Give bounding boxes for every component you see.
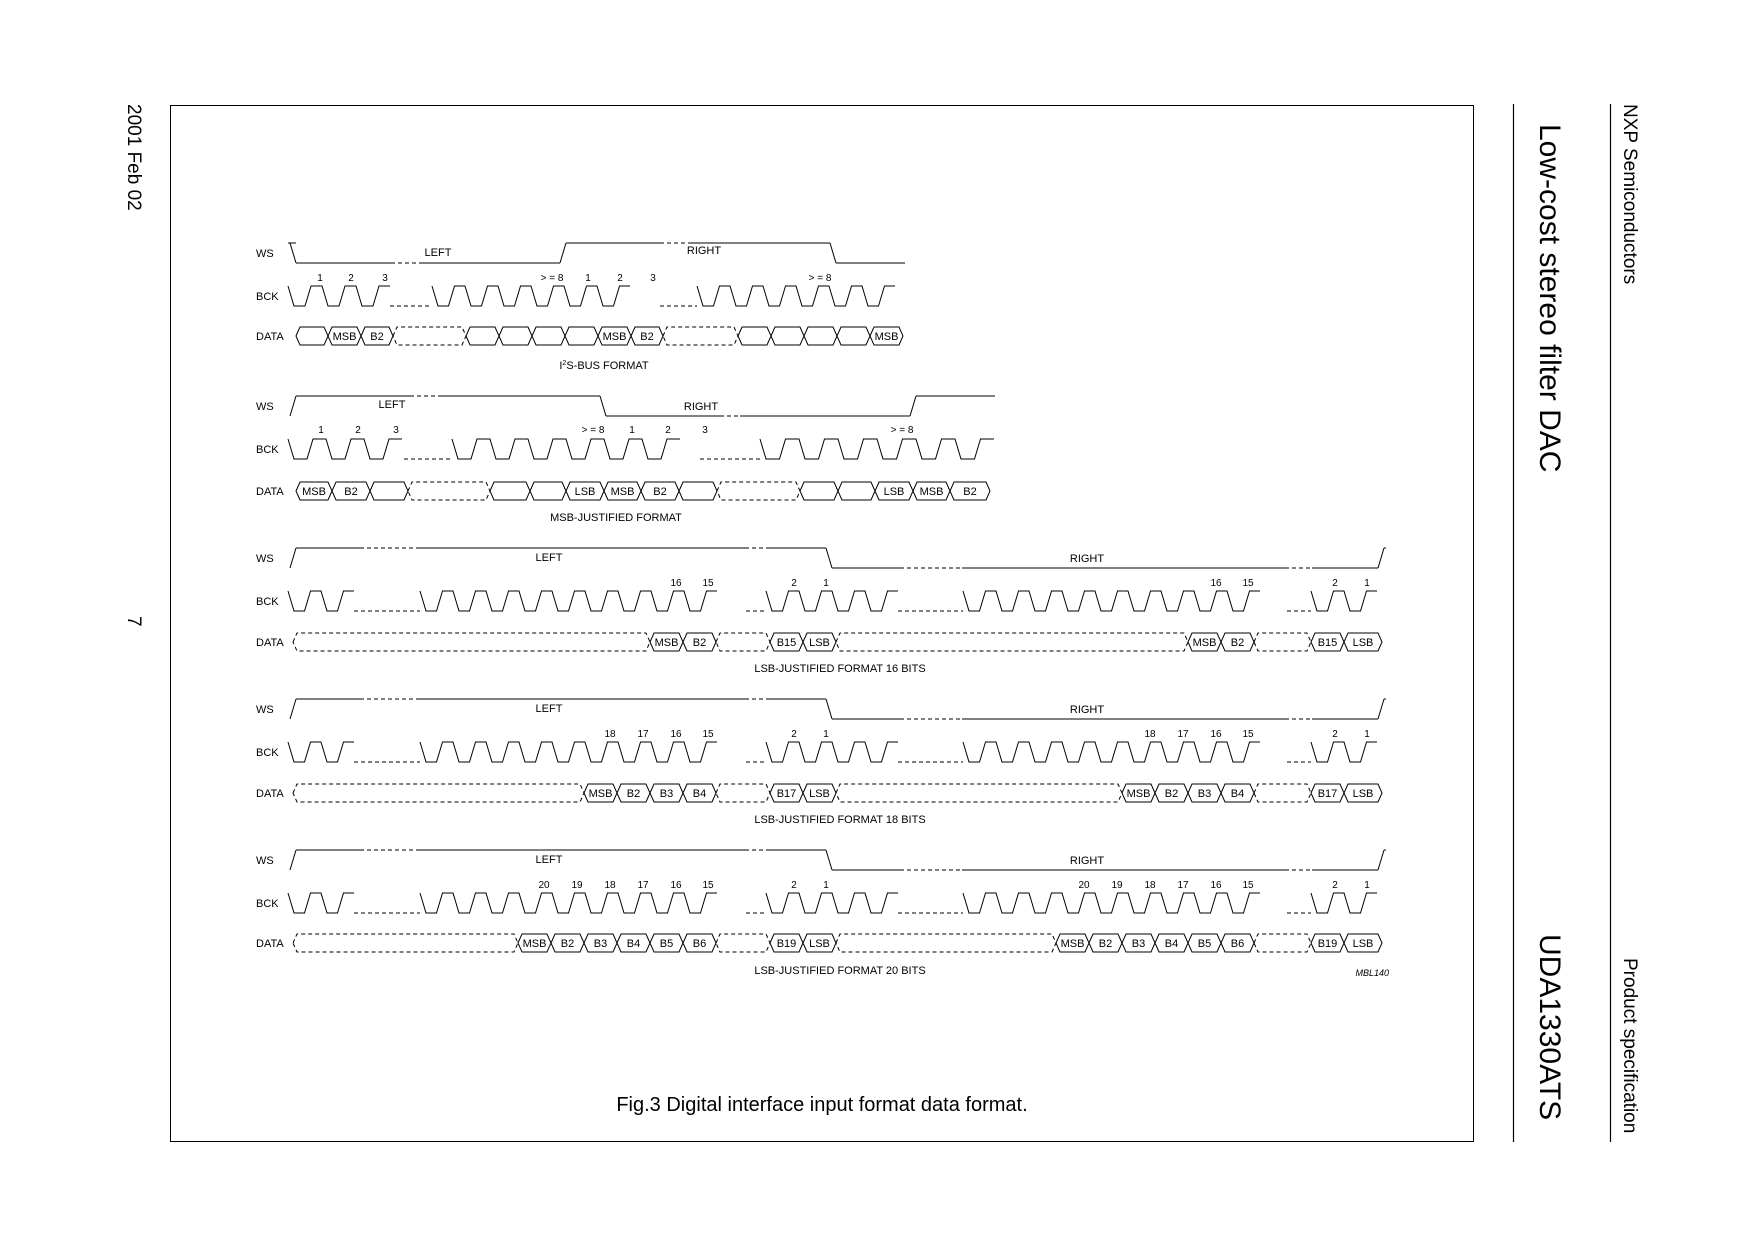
lsb16-data-cell-label: B2	[692, 637, 707, 649]
lsb18-right-label: RIGHT	[1069, 704, 1105, 716]
lsb16-bck-number: 2	[791, 578, 797, 589]
lsb18-bck-number: 16	[670, 729, 682, 740]
lsb18-bck-number: 18	[604, 729, 616, 740]
i2s-bck-number: > = 8	[808, 273, 832, 284]
lsb18-bck-number: 16	[1210, 729, 1222, 740]
lsb18-ws-edge	[826, 699, 832, 719]
bck-label: BCK	[256, 291, 279, 303]
lsb16-bck-number: 16	[670, 578, 682, 589]
bck-label: BCK	[256, 596, 279, 608]
lsb20-bck-number: 15	[702, 880, 714, 891]
data-label: DATA	[256, 637, 284, 649]
lsb20-data-cell-label: B4	[1164, 938, 1179, 950]
lsb18-data-cell-label: B3	[659, 788, 674, 800]
i2s-data-cell	[532, 327, 565, 345]
lsb18-bck-pulses	[420, 742, 717, 762]
lsb18-data-cell	[836, 784, 1122, 802]
lsb20-data-cell-label: LSB	[1352, 938, 1374, 950]
lsb18-ws-edge	[290, 699, 296, 719]
lsb20-data-cell-label: LSB	[809, 938, 830, 950]
lsb20-bck-number: 2	[1332, 880, 1338, 891]
lsb20-data-cell-label: B2	[560, 938, 575, 950]
lsb20-data-cell-label: B4	[626, 938, 641, 950]
ws-label: WS	[256, 855, 274, 867]
lsb18-bck-number: 15	[1242, 729, 1254, 740]
lsb20-bck-number: 19	[1111, 880, 1123, 891]
bck-label: BCK	[256, 898, 279, 910]
i2s-bck-number: 2	[348, 273, 354, 284]
lsb16-bck-pulses	[288, 591, 354, 611]
lsb20-data-cell-label: B2	[1098, 938, 1113, 950]
lsb16-data-cell	[293, 633, 650, 651]
lsb20-bck-number: 20	[538, 880, 550, 891]
lsb18-ws-edge	[1378, 699, 1384, 719]
lsb18-data-cell-label: B17	[776, 788, 797, 800]
i2s-data-cell	[738, 327, 771, 345]
i2s-data-cell	[804, 327, 837, 345]
msb-right-label: RIGHT	[683, 401, 719, 413]
lsb20-left-label: LEFT	[535, 854, 563, 866]
lsb16-bck-number: 2	[1332, 578, 1338, 589]
lsb16-data-cell	[836, 633, 1188, 651]
lsb18-data-cell-label: LSB	[1352, 788, 1374, 800]
i2s-bck-number: > = 8	[540, 273, 564, 284]
lsb16-bck-number: 16	[1210, 578, 1222, 589]
i2s-bck-number: 2	[617, 273, 623, 284]
lsb20-bck-pulses	[1311, 893, 1377, 913]
lsb20-ws-edge	[290, 850, 296, 870]
i2s-bck-pulses	[432, 286, 630, 306]
i2s-data-cell	[663, 327, 738, 345]
lsb18-data-cell-label: B17	[1317, 788, 1338, 800]
msb-bck-number: 1	[629, 425, 635, 436]
lsb20-data-cell	[1254, 934, 1311, 952]
msb-data-cell-label: B2	[344, 486, 358, 498]
lsb20-data-cell	[293, 934, 518, 952]
msb-title: MSB-JUSTIFIED FORMAT	[550, 512, 682, 524]
lsb16-bck-number: 1	[1364, 578, 1370, 589]
i2s-data-cell-label: B2	[370, 331, 384, 343]
msb-ws-edge	[600, 396, 606, 416]
i2s-bck-number: 3	[650, 273, 656, 284]
i2s-bck-number: 1	[585, 273, 591, 284]
lsb16-bck-number: 15	[1242, 578, 1254, 589]
ws-label: WS	[256, 704, 274, 716]
i2s-bck-number: 3	[382, 273, 388, 284]
data-label: DATA	[256, 486, 284, 498]
page-number: 7	[123, 616, 144, 627]
lsb16-data-cell-label: B15	[776, 637, 797, 649]
lsb18-bck-pulses	[1311, 742, 1377, 762]
i2s-ws-edge	[560, 243, 566, 263]
lsb20-data-cell-label: B3	[1131, 938, 1146, 950]
part-number: UDA1330ATS	[1533, 934, 1566, 1121]
lsb18-title: LSB-JUSTIFIED FORMAT 18 BITS	[754, 814, 926, 826]
msb-ws-edge	[290, 396, 296, 416]
msb-left-label: LEFT	[378, 399, 406, 411]
lsb18-left-label: LEFT	[535, 703, 563, 715]
figure-code: MBL140	[1355, 968, 1389, 978]
lsb16-data-cell	[716, 633, 770, 651]
doc-type: Product specification	[1619, 958, 1640, 1134]
msb-data-cell-label: B2	[653, 486, 667, 498]
i2s-data-cell-label: MSB	[602, 331, 627, 343]
data-label: DATA	[256, 331, 284, 343]
figure-frame	[171, 106, 1474, 1142]
ws-label: WS	[256, 248, 274, 260]
lsb16-data-cell-label: MSB	[1192, 637, 1217, 649]
msb-bck-pulses	[288, 439, 402, 459]
lsb20-bck-pulses	[963, 893, 1260, 913]
msb-data-cell-label: B2	[963, 486, 977, 498]
lsb20-bck-number: 15	[1242, 880, 1254, 891]
lsb18-bck-pulses	[288, 742, 354, 762]
lsb20-bck-number: 2	[791, 880, 797, 891]
lsb20-data-cell-label: B6	[692, 938, 707, 950]
msb-data-cell-label: MSB	[302, 486, 326, 498]
lsb20-bck-number: 17	[1177, 880, 1189, 891]
lsb18-bck-number: 18	[1144, 729, 1156, 740]
lsb20-bck-number: 20	[1078, 880, 1090, 891]
msb-bck-pulses	[452, 439, 680, 459]
lsb20-data-cell	[716, 934, 770, 952]
i2s-left-label: LEFT	[424, 247, 452, 259]
msb-data-cell-label: LSB	[883, 486, 905, 498]
i2s-data-cell-label: MSB	[874, 331, 899, 343]
lsb18-bck-pulses	[963, 742, 1260, 762]
lsb20-data-cell	[836, 934, 1056, 952]
lsb20-bck-number: 16	[1210, 880, 1222, 891]
lsb16-bck-pulses	[766, 591, 898, 611]
lsb20-data-cell-label: B19	[1317, 938, 1338, 950]
i2s-title	[559, 360, 649, 372]
lsb18-data-cell-label: B4	[1230, 788, 1245, 800]
i2s-title-prefix: I	[559, 360, 563, 372]
msb-data-cell	[838, 482, 875, 500]
msb-data-cell	[408, 482, 490, 500]
lsb16-data-cell-label: MSB	[654, 637, 679, 649]
lsb16-bck-pulses	[1311, 591, 1377, 611]
i2s-data-cell	[565, 327, 598, 345]
msb-data-cell	[530, 482, 566, 500]
lsb16-ws-edge	[1378, 548, 1384, 568]
lsb16-right-label: RIGHT	[1069, 553, 1105, 565]
lsb20-bck-pulses	[288, 893, 354, 913]
lsb18-data-cell-label: B4	[692, 788, 707, 800]
lsb16-left-label: LEFT	[535, 552, 563, 564]
i2s-right-label: RIGHT	[686, 245, 722, 257]
i2s-bck-number: 1	[317, 273, 323, 284]
bck-label: BCK	[256, 444, 279, 456]
msb-data-cell	[679, 482, 717, 500]
lsb20-ws-edge	[826, 850, 832, 870]
lsb20-right-label: RIGHT	[1069, 855, 1105, 867]
lsb18-data-cell	[293, 784, 584, 802]
lsb18-bck-number: 17	[1177, 729, 1189, 740]
company-name: NXP Semiconductors	[1619, 104, 1640, 285]
lsb20-bck-number: 1	[1364, 880, 1370, 891]
lsb16-ws-edge	[290, 548, 296, 568]
lsb18-bck-number: 15	[702, 729, 714, 740]
i2s-title-sup: 2	[562, 360, 567, 367]
lsb18-bck-number: 2	[791, 729, 797, 740]
figure-caption: Fig.3 Digital interface input format data format.	[616, 1094, 1028, 1116]
lsb18-bck-number: 1	[1364, 729, 1370, 740]
i2s-data-cell	[393, 327, 466, 345]
msb-ws-edge	[910, 396, 916, 416]
i2s-data-cell	[771, 327, 804, 345]
lsb18-data-cell-label: LSB	[809, 788, 830, 800]
bck-label: BCK	[256, 747, 279, 759]
data-label: DATA	[256, 938, 284, 950]
lsb18-data-cell-label: MSB	[1126, 788, 1151, 800]
lsb20-bck-number: 18	[604, 880, 616, 891]
lsb20-bck-number: 17	[637, 880, 649, 891]
lsb18-data-cell-label: B2	[626, 788, 641, 800]
lsb20-data-cell-label: B3	[593, 938, 608, 950]
lsb18-data-cell-label: B2	[1164, 788, 1179, 800]
ws-label: WS	[256, 553, 274, 565]
lsb16-title: LSB-JUSTIFIED FORMAT 16 BITS	[754, 663, 926, 675]
waveforms	[288, 243, 1386, 952]
msb-data-cell	[717, 482, 800, 500]
msb-data-cell	[800, 482, 838, 500]
lsb18-data-cell	[1254, 784, 1311, 802]
lsb20-bck-number: 18	[1144, 880, 1156, 891]
i2s-title-rest: S-BUS FORMAT	[566, 360, 649, 372]
lsb18-bck-number: 17	[637, 729, 649, 740]
msb-data-cell-label: LSB	[574, 486, 596, 498]
lsb20-data-cell-label: MSB	[522, 938, 547, 950]
lsb20-bck-number: 1	[823, 880, 829, 891]
lsb20-ws-edge	[1378, 850, 1384, 870]
msb-bck-pulses	[760, 439, 994, 459]
lsb20-data-cell-label: B19	[776, 938, 797, 950]
i2s-data-cell	[499, 327, 532, 345]
i2s-bck-pulses	[288, 286, 390, 306]
i2s-data-cell-label: MSB	[332, 331, 357, 343]
msb-bck-number: > = 8	[890, 425, 914, 436]
lsb16-data-cell-label: LSB	[809, 637, 830, 649]
msb-bck-number: 1	[318, 425, 324, 436]
lsb16-data-cell-label: B15	[1317, 637, 1338, 649]
msb-data-cell	[370, 482, 408, 500]
i2s-ws-edge	[290, 243, 296, 263]
msb-bck-number: 2	[665, 425, 671, 436]
lsb16-data-cell-label: B2	[1230, 637, 1245, 649]
lsb16-data-cell-label: LSB	[1352, 637, 1374, 649]
i2s-ws-edge	[830, 243, 836, 263]
lsb18-data-cell-label: MSB	[588, 788, 613, 800]
msb-bck-number: 3	[393, 425, 399, 436]
i2s-data-cell	[837, 327, 870, 345]
product-title: Low-cost stereo filter DAC	[1533, 124, 1566, 473]
msb-data-cell-label: MSB	[610, 486, 635, 498]
lsb18-bck-number: 2	[1332, 729, 1338, 740]
lsb16-bck-number: 15	[702, 578, 714, 589]
i2s-data-cell	[296, 327, 328, 345]
lsb20-data-cell-label: MSB	[1060, 938, 1085, 950]
lsb20-data-cell-label: B5	[1197, 938, 1212, 950]
lsb16-data-cell	[1254, 633, 1311, 651]
data-label: DATA	[256, 788, 284, 800]
issue-date: 2001 Feb 02	[123, 104, 144, 211]
i2s-data-cell	[466, 327, 499, 345]
lsb16-bck-pulses	[963, 591, 1260, 611]
lsb20-data-cell-label: B5	[659, 938, 674, 950]
lsb18-bck-pulses	[766, 742, 898, 762]
lsb18-bck-number: 1	[823, 729, 829, 740]
lsb16-ws-edge	[826, 548, 832, 568]
lsb20-title: LSB-JUSTIFIED FORMAT 20 BITS	[754, 965, 926, 977]
lsb18-data-cell	[716, 784, 770, 802]
lsb20-bck-number: 16	[670, 880, 682, 891]
i2s-bck-pulses	[697, 286, 895, 306]
lsb20-bck-number: 19	[571, 880, 583, 891]
lsb20-data-cell-label: B6	[1230, 938, 1245, 950]
lsb16-bck-pulses	[420, 591, 717, 611]
lsb18-data-cell-label: B3	[1197, 788, 1212, 800]
msb-bck-number: 3	[702, 425, 708, 436]
msb-data-cell-label: MSB	[919, 486, 944, 498]
lsb20-bck-pulses	[420, 893, 717, 913]
i2s-data-cell-label: B2	[640, 331, 654, 343]
msb-bck-number: > = 8	[581, 425, 605, 436]
msb-data-cell	[490, 482, 530, 500]
msb-bck-number: 2	[355, 425, 361, 436]
lsb20-bck-pulses	[766, 893, 898, 913]
lsb16-bck-number: 1	[823, 578, 829, 589]
ws-label: WS	[256, 401, 274, 413]
